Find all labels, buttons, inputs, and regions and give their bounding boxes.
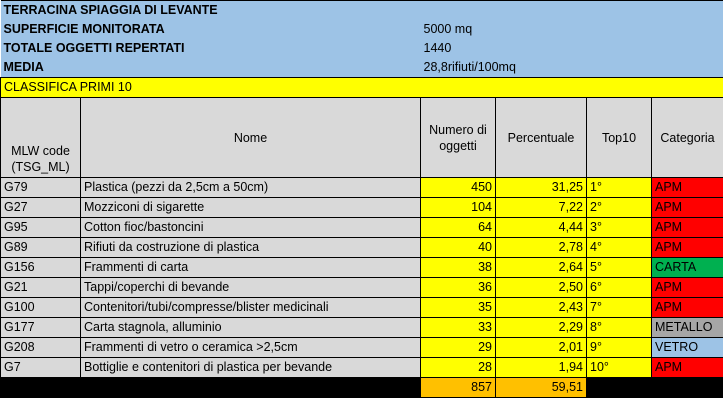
row-count: 450: [421, 178, 496, 198]
ranking-rows: [1, 178, 723, 378]
row-rank: 8°: [587, 318, 652, 338]
column-header-row: [1, 98, 723, 178]
row-count: 29: [421, 338, 496, 358]
row-name: Frammenti di vetro o ceramica >2,5cm: [81, 338, 421, 358]
row-name: Rifiuti da costruzione di plastica: [81, 238, 421, 258]
row-code: G21: [1, 278, 81, 298]
row-category: CARTA: [652, 258, 723, 278]
row-count: 28: [421, 358, 496, 378]
row-rank: 3°: [587, 218, 652, 238]
totals-row: [1, 378, 723, 398]
row-percent: 4,44: [496, 218, 587, 238]
column-header-code-line2: (TSG_ML): [11, 160, 70, 174]
table-row: [1, 178, 723, 198]
row-percent: 31,25: [496, 178, 587, 198]
row-name: Frammenti di carta: [81, 258, 421, 278]
row-count: 104: [421, 198, 496, 218]
total-objects-value: 1440: [421, 39, 723, 58]
row-rank: 7°: [587, 298, 652, 318]
column-header-percent: Percentuale: [496, 98, 587, 178]
row-code: G100: [1, 298, 81, 318]
row-code: G156: [1, 258, 81, 278]
table-row: [1, 198, 723, 218]
row-category: VETRO: [652, 338, 723, 358]
row-count: 35: [421, 298, 496, 318]
totals-count: 857: [421, 378, 496, 398]
column-header-code: [1, 98, 81, 178]
row-category: APM: [652, 218, 723, 238]
row-code: G79: [1, 178, 81, 198]
row-percent: 7,22: [496, 198, 587, 218]
table-row: [1, 338, 723, 358]
row-count: 40: [421, 238, 496, 258]
row-percent: 2,50: [496, 278, 587, 298]
row-percent: 2,78: [496, 238, 587, 258]
totals-percent: 59,51: [496, 378, 587, 398]
row-code: G89: [1, 238, 81, 258]
column-header-category: Categoria: [652, 98, 723, 178]
row-rank: 6°: [587, 278, 652, 298]
row-count: 33: [421, 318, 496, 338]
row-name: Bottiglie e contenitori di plastica per bevande: [81, 358, 421, 378]
row-name: Carta stagnola, alluminio: [81, 318, 421, 338]
row-name: Mozziconi di sigarette: [81, 198, 421, 218]
surface-row: [1, 20, 723, 39]
row-rank: 10°: [587, 358, 652, 378]
row-count: 38: [421, 258, 496, 278]
table-row: [1, 258, 723, 278]
row-percent: 1,94: [496, 358, 587, 378]
table-row: [1, 298, 723, 318]
row-category: APM: [652, 278, 723, 298]
row-code: G95: [1, 218, 81, 238]
row-percent: 2,64: [496, 258, 587, 278]
table-row: [1, 278, 723, 298]
row-category: APM: [652, 358, 723, 378]
row-code: G208: [1, 338, 81, 358]
column-header-count-line2: oggetti: [439, 138, 477, 153]
row-rank: 9°: [587, 338, 652, 358]
total-objects-label: TOTALE OGGETTI REPERTATI: [1, 39, 421, 58]
row-rank: 4°: [587, 238, 652, 258]
column-header-name: Nome: [81, 98, 421, 178]
table-row: [1, 358, 723, 378]
row-name: Cotton fioc/bastoncini: [81, 218, 421, 238]
location-title: TERRACINA SPIAGGIA DI LEVANTE: [1, 1, 723, 21]
totals-spacer: [652, 378, 723, 398]
ranking-title-row: [1, 78, 723, 98]
table-row: [1, 238, 723, 258]
row-percent: 2,29: [496, 318, 587, 338]
average-row: [1, 58, 723, 78]
row-name: Tappi/coperchi di bevande: [81, 278, 421, 298]
column-header-top10: Top10: [587, 98, 652, 178]
total-objects-row: [1, 39, 723, 58]
row-rank: 2°: [587, 198, 652, 218]
surface-value: 5000 mq: [421, 20, 723, 39]
row-count: 64: [421, 218, 496, 238]
table-row: [1, 318, 723, 338]
column-header-code-line1: MLW code: [11, 144, 70, 158]
totals-spacer: [1, 378, 81, 398]
row-rank: 5°: [587, 258, 652, 278]
row-count: 36: [421, 278, 496, 298]
average-label: MEDIA: [1, 58, 421, 78]
row-code: G7: [1, 358, 81, 378]
row-rank: 1°: [587, 178, 652, 198]
column-header-count: [421, 98, 496, 178]
row-category: APM: [652, 178, 723, 198]
column-header-count-line1: Numero di: [429, 122, 487, 137]
ranking-title: CLASSIFICA PRIMI 10: [1, 78, 723, 98]
row-name: Contenitori/tubi/compresse/blister medicinali: [81, 298, 421, 318]
row-category: METALLO: [652, 318, 723, 338]
totals-spacer: [587, 378, 652, 398]
surface-label: SUPERFICIE MONITORATA: [1, 20, 421, 39]
average-value: 28,8rifiuti/100mq: [421, 58, 723, 78]
totals-spacer: [81, 378, 421, 398]
location-row: [1, 1, 723, 21]
row-category: APM: [652, 298, 723, 318]
row-code: G27: [1, 198, 81, 218]
row-name: Plastica (pezzi da 2,5cm a 50cm): [81, 178, 421, 198]
row-percent: 2,43: [496, 298, 587, 318]
row-category: APM: [652, 238, 723, 258]
row-category: APM: [652, 198, 723, 218]
table-row: [1, 218, 723, 238]
row-percent: 2,01: [496, 338, 587, 358]
row-code: G177: [1, 318, 81, 338]
